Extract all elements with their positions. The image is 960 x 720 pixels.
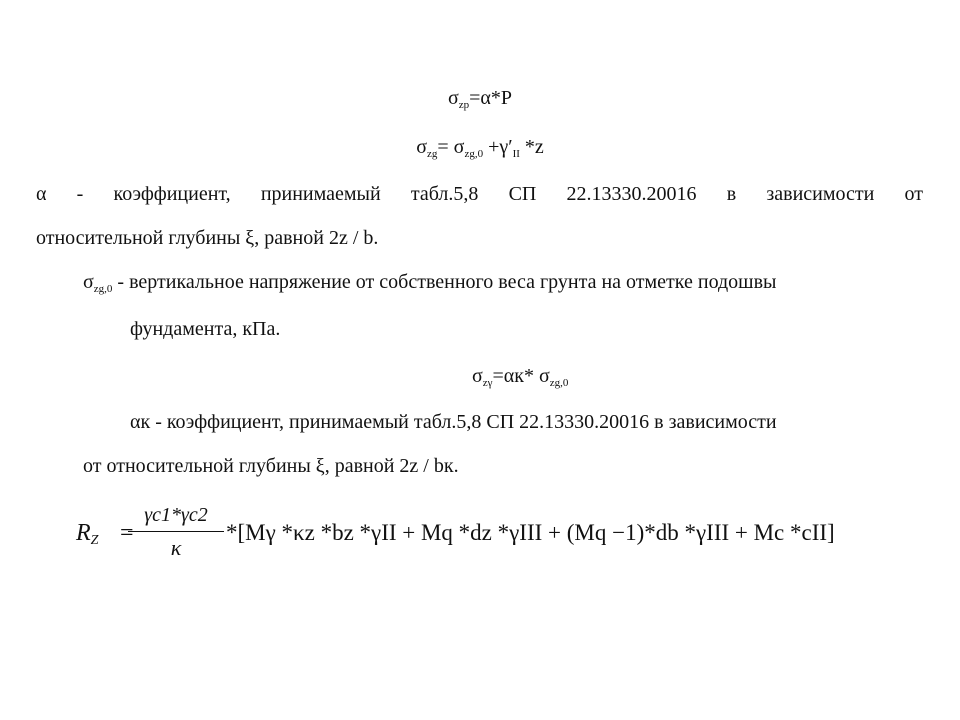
paragraph-alpha-line2: относительной глубины ξ, равной 2z / b. [36,227,379,249]
paragraph-alpha-k-line2: от относительной глубины ξ, равной 2z / bк. [83,455,459,477]
paragraph-sigma-zg0-line1: $\sigma_{zg,0}$ - вертикальное напряжение от собственного веса грунта на отметке подошвы [83,271,777,295]
formula-rz-body: *[Mγ *κz *bz *γII + Mq *dz *γIII + (Mq −1)*db *γIII + Mc *cII] [226,520,835,545]
formula-sigma-zg: $\sigma_{zg}= \sigma_{zg,0} +\gamma'_{II}$ *z [416,136,544,160]
paragraph-alpha-word: табл.5,8 [410,183,479,205]
paragraph-alpha-word: от [904,183,923,205]
paragraph-sigma-zg0-line2: фундамента, кПа. [130,318,281,340]
formula-sigma-zgamma: $\sigma_{z\gamma}=\alpha к*$ $\sigma_{zg,0}$ [472,365,569,389]
formula-rz-fraction [128,504,224,561]
paragraph-alpha-word: СП [508,183,537,205]
formula-rz-lhs: $R_Z$ [76,520,99,548]
paragraph-alpha-word: в [726,183,737,205]
paragraph-alpha-word: коэффициент, [113,183,231,205]
formula-sigma-zp: $\sigma_{zp}=\alpha*Р$ [447,87,513,111]
formula-rz-denominator: κ [170,535,182,560]
formula-rz-numerator: γc1*γc2 [144,504,208,526]
paragraph-alpha-k-line1: αк - коэффициент, принимаемый табл.5,8 СП 22.13330.20016 в зависимости [130,411,777,433]
paragraph-alpha-line1 [36,184,923,204]
formula-rz-eq: = [120,520,134,546]
paragraph-alpha-word: 22.13330.20016 [566,183,697,205]
paragraph-alpha-word: зависимости [766,183,875,205]
paragraph-alpha-word: α [36,183,47,205]
fraction-bar [128,531,224,532]
formula-rz [76,500,876,570]
paragraph-alpha-word: - [76,183,84,205]
paragraph-alpha-word: принимаемый [260,183,381,205]
